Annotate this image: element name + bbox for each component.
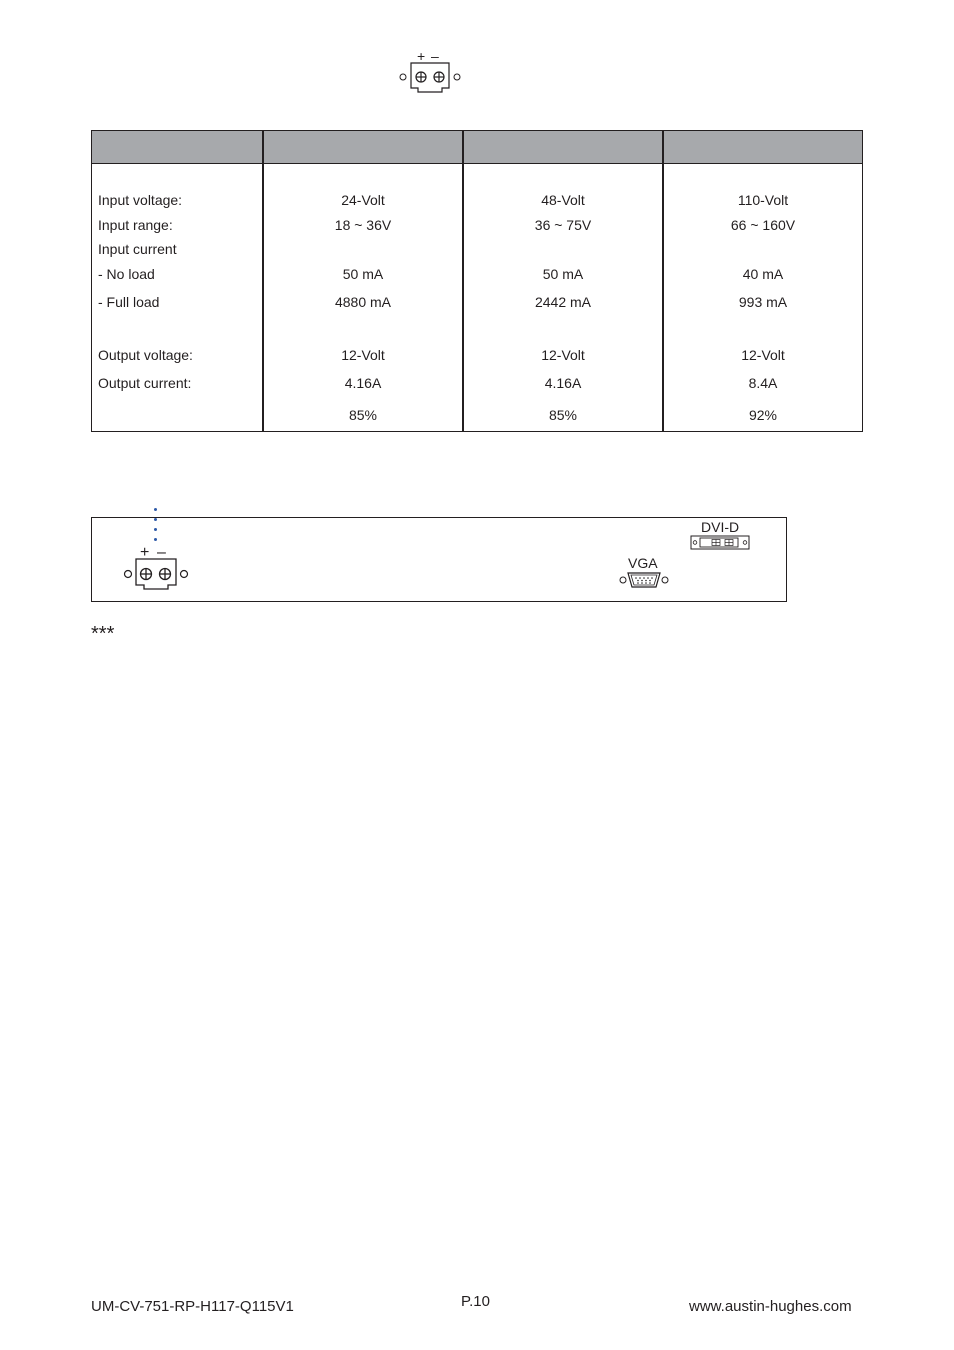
terminal-block-diagram [398, 50, 462, 94]
pointer-dot [154, 508, 157, 511]
power-spec-table [91, 130, 863, 432]
table-cell: 110-Volt [737, 192, 789, 208]
table-cell: 66 ~ 160V [730, 217, 796, 233]
power-terminal-icon [122, 542, 190, 592]
table-cell: 40 mA [742, 266, 784, 282]
minus-sign: – [157, 544, 166, 561]
plus-sign: + [140, 544, 150, 561]
table-header-row [92, 131, 862, 164]
row-label: Input range: [98, 217, 173, 233]
row-label: - Full load [98, 294, 160, 310]
table-cell: 993 mA [738, 294, 788, 310]
table-cell: 50 mA [342, 266, 384, 282]
table-cell: 12-Volt [541, 347, 585, 363]
table-cell: 4880 mA [334, 294, 392, 310]
vga-label: VGA [628, 555, 658, 571]
table-cell: 85% [348, 407, 378, 423]
table-cell: 50 mA [542, 266, 584, 282]
table-cell: 12-Volt [341, 347, 385, 363]
row-label: Output voltage: [98, 347, 193, 363]
table-cell: 4.16A [344, 375, 382, 391]
rear-panel-diagram [91, 517, 787, 602]
table-cell: 12-Volt [741, 347, 785, 363]
table-cell: 92% [748, 407, 778, 423]
table-cell: 18 ~ 36V [334, 217, 392, 233]
row-label: - No load [98, 266, 155, 282]
website-link[interactable]: www.austin-hughes.com [689, 1298, 852, 1315]
table-cell: 36 ~ 75V [534, 217, 592, 233]
page-number: P.10 [461, 1293, 490, 1310]
row-label: Input voltage: [98, 192, 183, 208]
table-cell: 24-Volt [341, 192, 385, 208]
note-asterisks: *** [91, 623, 115, 645]
minus-sign: – [431, 50, 439, 64]
row-label: Output current: [98, 375, 192, 391]
row-label: Input current [98, 241, 177, 257]
vga-port-icon [618, 570, 670, 590]
table-cell: 2442 mA [534, 294, 592, 310]
table-cell: 85% [548, 407, 578, 423]
plus-sign: + [417, 50, 426, 64]
table-cell: 8.4A [748, 375, 778, 391]
document-code: UM-CV-751-RP-H117-Q115V1 [91, 1298, 294, 1315]
table-cell: 4.16A [544, 375, 582, 391]
dvi-port-icon [690, 535, 750, 551]
dvi-label: DVI-D [701, 519, 740, 535]
table-cell: 48-Volt [541, 192, 585, 208]
